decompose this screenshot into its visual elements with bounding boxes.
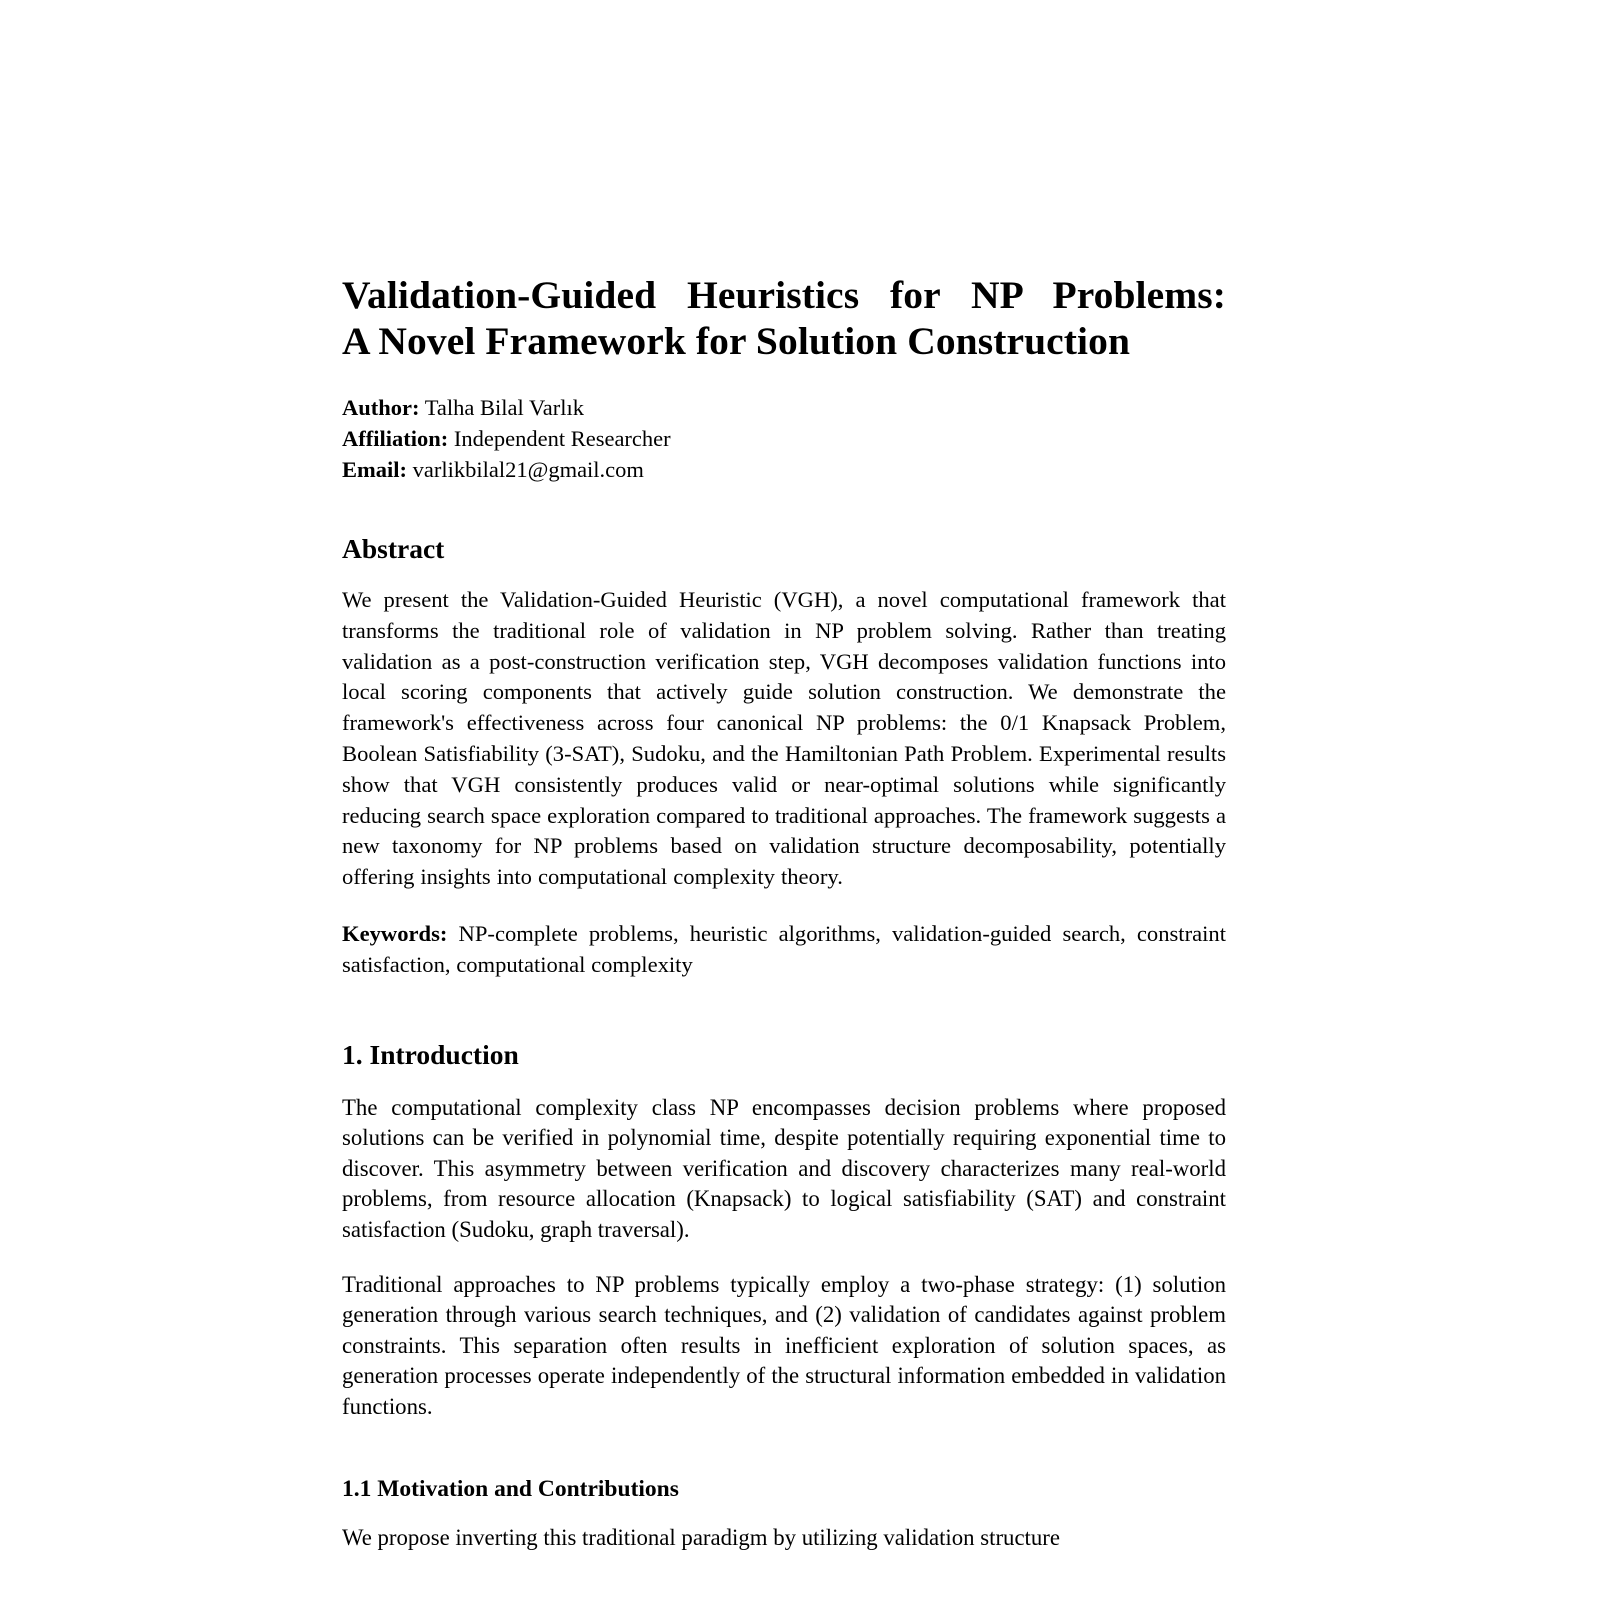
- introduction-paragraph-2: Traditional approaches to NP problems typically employ a two-phase strategy: (1) solution generation through various search techniques, and (2) validation of candidates against problem constraints. This separation often results in inefficient exploration of solution spaces, as generation processes operate independently of the structural information embedded in validation functions.: [342, 1271, 1226, 1419]
- affiliation-label: Affiliation:: [342, 426, 449, 451]
- abstract-heading: Abstract: [342, 533, 445, 564]
- page-title: [342, 272, 1226, 364]
- keywords-line: [342, 919, 1226, 981]
- author-name: Talha Bilal Varlık: [424, 395, 584, 420]
- section-heading-introduction: 1. Introduction: [342, 1038, 519, 1070]
- introduction-paragraph-1: The computational complexity class NP encompasses decision problems where proposed solutions can be verified in polynomial time, despite potentially requiring exponential time to discover. This asymmetry between verification and discovery characterizes many real-world problems, from resource allocation (Knapsack) to logical satisfiability (SAT) and constraint satisfaction (Sudoku, graph traversal).: [342, 1094, 1226, 1242]
- affiliation-name: Independent Researcher: [453, 426, 671, 451]
- email-address: varlikbilal21@gmail.com: [412, 457, 644, 482]
- email-label: Email:: [342, 457, 407, 482]
- author-label: Author:: [342, 395, 420, 420]
- subsection-1-1-paragraph-1: We propose inverting this traditional paradigm by utilizing validation structure: [342, 1524, 1061, 1550]
- page-content-column: [342, 272, 1226, 1553]
- abstract-body: We present the Validation-Guided Heuristic (VGH), a novel computational framework that transforms the traditional role of validation in NP problem solving. Rather than treating validation as a post-construction verification step, VGH decomposes validation functions into local scoring components that actively guide solution construction. We demonstrate the framework's effectiveness across four canonical NP problems: the 0/1 Knapsack Problem, Boolean Satisfiability (3-SAT), Sudoku, and the Hamiltonian Path Problem. Experimental results show that VGH consistently produces valid or near-optimal solutions while significantly reducing search space exploration compared to traditional approaches. The framework suggests a new taxonomy for NP problems based on validation structure decomposability, potentially offering insights into computational complexity theory.: [342, 587, 1226, 890]
- author-metadata-block: [342, 392, 1226, 485]
- title-line-1: Validation-Guided Heuristics for NP Problems:: [342, 273, 1226, 317]
- email-line: [342, 454, 1226, 485]
- keywords-label: Keywords:: [342, 920, 448, 946]
- affiliation-line: [342, 423, 1226, 454]
- author-line: [342, 392, 1226, 423]
- title-line-2: A Novel Framework for Solution Construction: [342, 319, 1131, 363]
- subsection-heading-motivation-and-contributions: 1.1 Motivation and Contributions: [342, 1475, 679, 1502]
- keywords-value: NP-complete problems, heuristic algorithms, validation-guided search, constraint satisfaction, computational complexity: [342, 920, 1226, 977]
